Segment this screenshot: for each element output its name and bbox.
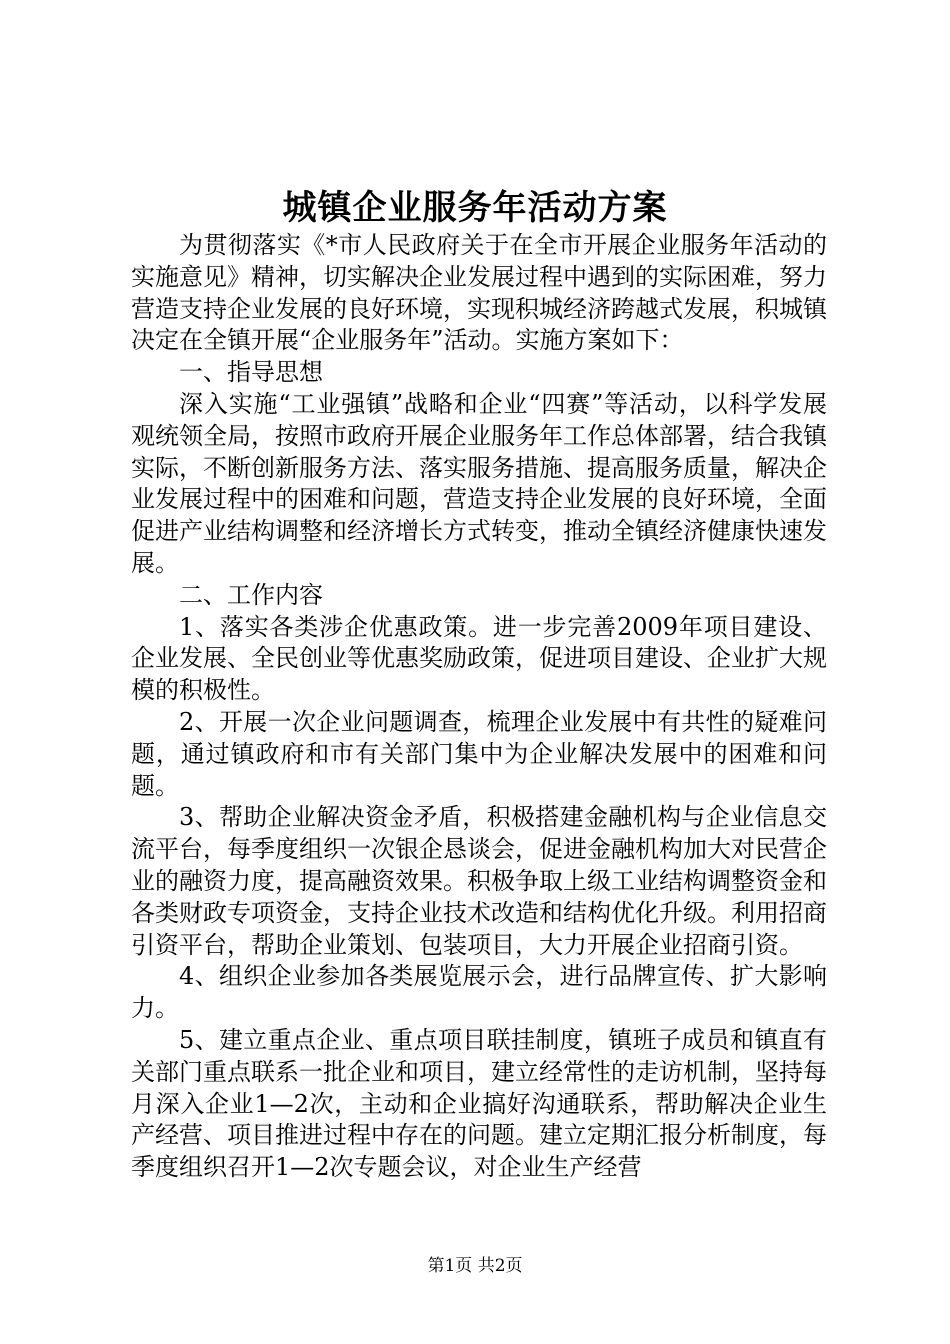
intro-paragraph: 为贯彻落实《*市人民政府关于在全市开展企业服务年活动的实施意见》精神，切实解决企业发展过程中遇到的实际困难，努力营造支持企业发展的良好环境，实现积城经济跨越式发展，积城镇决定在全镇开展“企业服务年”活动。实施方案如下： — [131, 231, 827, 355]
document-title: 城镇企业服务年活动方案 — [282, 188, 668, 228]
document-body — [131, 230, 827, 1184]
section-heading-guiding-ideology: 一、指导思想 — [179, 358, 323, 387]
work-item-3: 3、帮助企业解决资金矛盾，积极搭建金融机构与企业信息交流平台，每季度组织一次银企恳谈会，促进金融机构加大对民营企业的融资力度，提高融资效果。积极争取上级工业结构调整资金和各类财政专项资金，支持企业技术改造和结构优化升级。利用招商引资平台，帮助企业策划、包装项目，大力开展企业招商引资。 — [131, 803, 827, 959]
work-item-1: 1、落实各类涉企优惠政策。进一步完善2009年项目建设、企业发展、全民创业等优惠奖励政策，促进项目建设、企业扩大规模的积极性。 — [131, 612, 827, 705]
page-footer: 第1页 共2页 — [427, 1256, 523, 1276]
work-item-5: 5、建立重点企业、重点项目联挂制度，镇班子成员和镇直有关部门重点联系一批企业和项目，建立经常性的走访机制，坚持每月深入企业1—2次，主动和企业搞好沟通联系，帮助解决企业生产经营、项目推进过程中存在的问题。建立定期汇报分析制度，每季度组织召开1—2次专题会议，对企业生产经营 — [131, 1025, 827, 1182]
work-item-4: 4、组织企业参加各类展览展示会，进行品牌宣传、扩大影响力。 — [131, 962, 827, 1023]
section-heading-work-content: 二、工作内容 — [179, 580, 323, 609]
work-item-2: 2、开展一次企业问题调查，梳理企业发展中有共性的疑难问题，通过镇政府和市有关部门集中为企业解决发展中的困难和问题。 — [131, 707, 827, 800]
section-paragraph-guiding-ideology: 深入实施“工业强镇”战略和企业“四赛”等活动，以科学发展观统领全局，按照市政府开展企业服务年工作总体部署，结合我镇实际，不断创新服务方法、落实服务措施、提高服务质量，解决企业发展过程中的困难和问题，营造支持企业发展的良好环境，全面促进产业结构调整和经济增长方式转变，推动全镇经济健康快速发展。 — [131, 389, 827, 577]
